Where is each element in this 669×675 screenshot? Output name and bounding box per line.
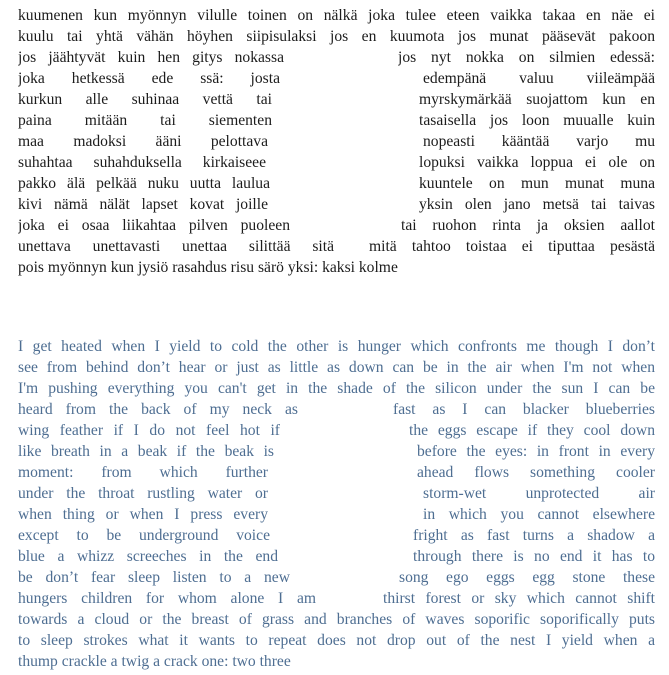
poem-line: kuumenen kun myönnyn vilulle toinen on nälkä joka tulee eteen vaikka takaa en näe ei bbox=[18, 7, 655, 24]
poem-line-left-segment: under the throat rustling water or bbox=[18, 485, 268, 502]
poem-line-right-segment: thirst forest or sky which cannot shift bbox=[383, 590, 655, 607]
poem-line-right-segment: in which you cannot elsewhere bbox=[423, 506, 655, 523]
poem-line-right-segment: tasaisella jos loon muualle kuin bbox=[419, 112, 655, 129]
poem-line: I get heated when I yield to cold the other is hunger which confronts me though I don’t bbox=[18, 338, 655, 355]
poem-line: to sleep strokes what it wants to repeat does not drop out of the nest I yield when a bbox=[18, 632, 655, 649]
poem-line-right-segment: ahead flows something cooler bbox=[417, 464, 655, 481]
poem-line bbox=[18, 399, 655, 420]
english-poem bbox=[18, 336, 655, 672]
poem-line-left-segment: when thing or when I press every bbox=[18, 506, 268, 523]
poem-line-left-segment: be don’t fear sleep listen to a new bbox=[18, 569, 290, 586]
poem-line-right-segment: before the eyes: in front in every bbox=[417, 443, 655, 460]
poem-line-left-segment: maa madoksi ääni pelottava bbox=[18, 133, 268, 150]
poem-line-left-segment: like breath in a beak if the beak is bbox=[18, 443, 274, 460]
poem-line-right-segment: kuuntele on mun munat muna bbox=[419, 175, 655, 192]
poem-line bbox=[18, 420, 655, 441]
poem-line-left-segment: except to be underground voice bbox=[18, 527, 270, 544]
poem-line: thump crackle a twig a crack one: two three bbox=[18, 653, 291, 670]
poem-line-right-segment: the eggs escape if they cool down bbox=[409, 422, 655, 439]
poem-line bbox=[18, 462, 655, 483]
poem-line-right-segment: song ego eggs egg stone these bbox=[399, 569, 655, 586]
poem-line bbox=[18, 68, 655, 89]
poem-line bbox=[18, 525, 655, 546]
poem-line bbox=[18, 215, 655, 236]
poem-line: see from behind don’t hear or just as little as down can be in the air when I'm not when bbox=[18, 359, 655, 376]
poem-line-left-segment: kivi nämä nälät lapset kovat joille bbox=[18, 196, 268, 213]
poem-line bbox=[18, 89, 655, 110]
poem-line-right-segment: lopuksi vaikka loppua ei ole on bbox=[419, 154, 655, 171]
poem-line-right-segment: nopeasti kääntää varjo mu bbox=[423, 133, 655, 150]
poem-line-right-segment: yksin olen jano metsä tai taivas bbox=[419, 196, 655, 213]
poem-line-left-segment: suhahtaa suhahduksella kirkaiseee bbox=[18, 154, 266, 171]
poem-line-left-segment: pakko älä pelkää nuku uutta laulua bbox=[18, 175, 270, 192]
poem-line-left-segment: wing feather if I do not feel hot if bbox=[18, 422, 280, 439]
poem-line-right-segment: jos nyt nokka on silmien edessä: bbox=[398, 49, 655, 66]
finnish-poem bbox=[18, 5, 655, 278]
poem-line-right-segment: tai ruohon rinta ja oksien aallot bbox=[401, 217, 655, 234]
poem-line-left-segment: blue a whizz screeches in the end bbox=[18, 548, 278, 565]
poem-line bbox=[18, 588, 655, 609]
poem-line bbox=[18, 546, 655, 567]
poem-line bbox=[18, 567, 655, 588]
poem-line bbox=[18, 236, 655, 257]
poem-line-left-segment: moment: from which further bbox=[18, 464, 268, 481]
poem-line bbox=[18, 152, 655, 173]
poem-line bbox=[18, 173, 655, 194]
poem-line bbox=[18, 194, 655, 215]
poem-line-right-segment: fast as I can blacker blueberries bbox=[393, 401, 655, 418]
poem-line-left-segment: heard from the back of my neck as bbox=[18, 401, 298, 418]
poem-line-left-segment: hungers children for whom alone I am bbox=[18, 590, 316, 607]
poem-line-right-segment: myrskymärkää suojattom kun en bbox=[419, 91, 655, 108]
poem-line-left-segment: jos jäähtyvät kuin hen gitys nokassa bbox=[18, 49, 284, 66]
poem-line bbox=[18, 504, 655, 525]
poem-line bbox=[18, 131, 655, 152]
poem-line-left-segment: paina mitään tai siementen bbox=[18, 112, 272, 129]
poem-line: kuulu tai yhtä vähän höyhen siipisulaksi jos en kuumota jos munat pääsevät pakoon bbox=[18, 28, 655, 45]
poem-line-right-segment: fright as fast turns a shadow a bbox=[413, 527, 655, 544]
poem-line bbox=[18, 441, 655, 462]
poem-line-right-segment: mitä tahtoo toistaa ei tiputtaa pesästä bbox=[369, 238, 655, 255]
poem-line-right-segment: through there is no end it has to bbox=[413, 548, 655, 565]
poem-line-right-segment: edempänä valuu viileämpää bbox=[423, 70, 655, 87]
poem-line-right-segment: storm-wet unprotected air bbox=[423, 485, 655, 502]
poem-line: pois myönnyn kun jysiö rasahdus risu särö yksi: kaksi kolme bbox=[18, 259, 398, 276]
poem-line bbox=[18, 483, 655, 504]
poem-line-left-segment: joka hetkessä ede ssä: josta bbox=[18, 70, 280, 87]
poem-line: towards a cloud or the breast of grass and branches of waves soporific soporifically puts bbox=[18, 611, 655, 628]
poem-line: I'm pushing everything you can't get in the shade of the silicon under the sun I can be bbox=[18, 380, 655, 397]
poem-line-left-segment: unettava unettavasti unettaa silittää sitä bbox=[18, 238, 334, 255]
poem-line bbox=[18, 110, 655, 131]
poem-line-left-segment: joka ei osaa liikahtaa pilven puoleen bbox=[18, 217, 290, 234]
poem-line-left-segment: kurkun alle suhinaa vettä tai bbox=[18, 91, 272, 108]
poem-line bbox=[18, 47, 655, 68]
